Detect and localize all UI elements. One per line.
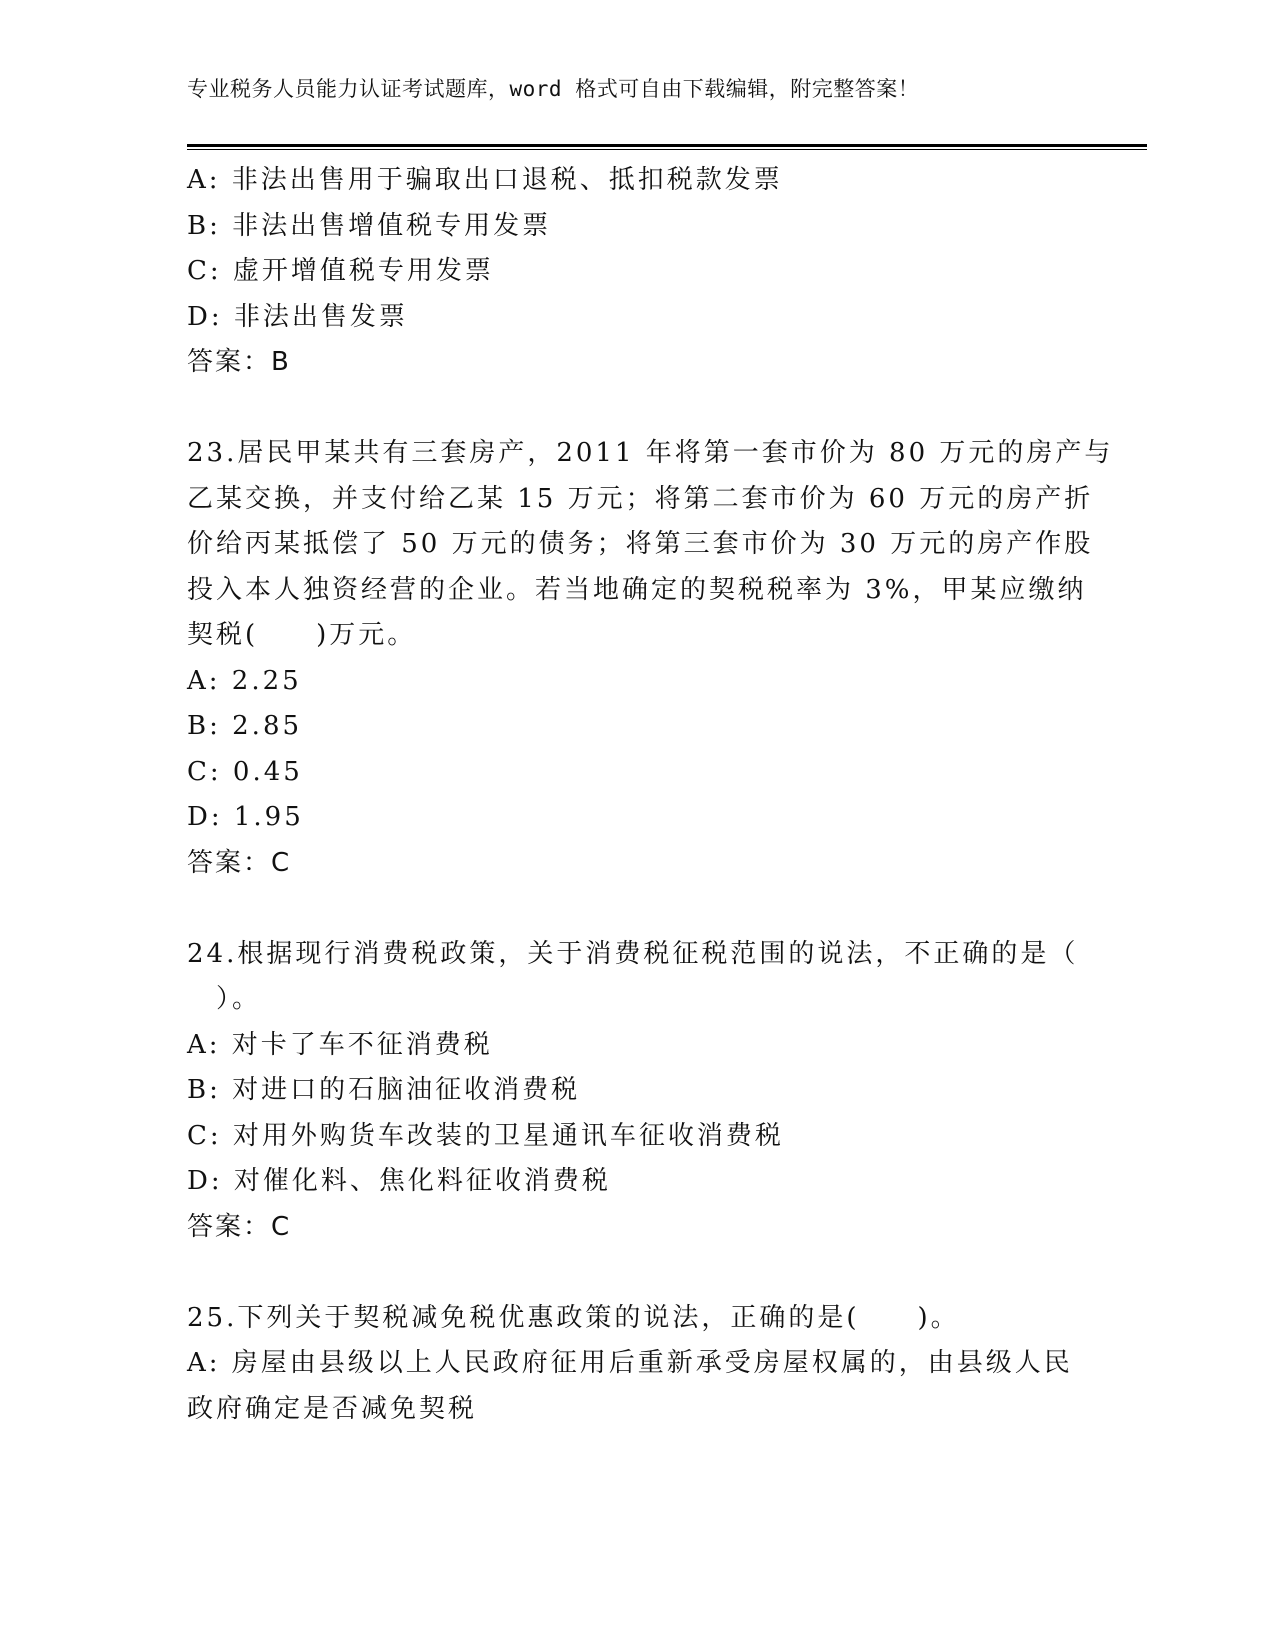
option-b: B: 对进口的石脑油征收消费税 — [187, 1075, 581, 1105]
question-25 — [187, 1296, 1087, 1433]
question-content — [187, 158, 1114, 1432]
option-a-continued: 政府确定是否减免契税 — [187, 1393, 478, 1424]
question-text-line: 25.下列关于契税减免税优惠政策的说法，正确的是( )。 — [187, 1302, 960, 1333]
header-rule — [187, 144, 1147, 150]
answer: 答案：B — [187, 347, 291, 377]
spacer — [187, 386, 1087, 432]
question-23 — [187, 431, 1114, 886]
spacer — [187, 1250, 1087, 1296]
question-text-line: 契税( )万元。 — [187, 620, 417, 650]
page-header: 专业税务人员能力认证考试题库，word 格式可自由下载编辑，附完整答案！ — [187, 77, 920, 101]
question-24 — [187, 932, 1087, 1251]
option-c: C: 0.45 — [187, 756, 303, 787]
option-c: C: 对用外购货车改装的卫星通讯车征收消费税 — [187, 1120, 784, 1151]
option-b: B: 非法出售增值税专用发票 — [187, 210, 552, 241]
spacer — [187, 886, 1087, 932]
option-d: D: 非法出售发票 — [187, 301, 408, 332]
question-text-line: 价给丙某抵偿了 50 万元的债务；将第三套市价为 30 万元的房产作股 — [187, 529, 1094, 559]
option-a: A: 2.25 — [187, 665, 302, 696]
question-22-options — [187, 158, 1087, 386]
answer: 答案：C — [187, 847, 292, 878]
option-a: A: 非法出售用于骗取出口退税、抵扣税款发票 — [187, 165, 783, 195]
question-text-line: ）。 — [187, 984, 262, 1014]
option-b: B: 2.85 — [187, 711, 303, 741]
option-a: A: 对卡了车不征消费税 — [187, 1029, 493, 1060]
option-d: D: 对催化料、焦化料征收消费税 — [187, 1166, 611, 1196]
question-text-line: 投入本人独资经营的企业。若当地确定的契税税率为 3%，甲某应缴纳 — [187, 574, 1087, 605]
answer: 答案：C — [187, 1211, 292, 1242]
question-text-line: 24.根据现行消费税政策，关于消费税征税范围的说法，不正确的是（ — [187, 938, 1079, 969]
option-a: A: 房屋由县级以上人民政府征用后重新承受房屋权属的，由县级人民 — [187, 1348, 1073, 1378]
question-text-line: 23.居民甲某共有三套房产，2011 年将第一套市价为 80 万元的房产与 — [187, 438, 1114, 468]
option-c: C: 虚开增值税专用发票 — [187, 256, 494, 286]
question-text-line: 乙某交换，并支付给乙某 15 万元；将第二套市价为 60 万元的房产折 — [187, 483, 1094, 514]
option-d: D: 1.95 — [187, 802, 304, 832]
